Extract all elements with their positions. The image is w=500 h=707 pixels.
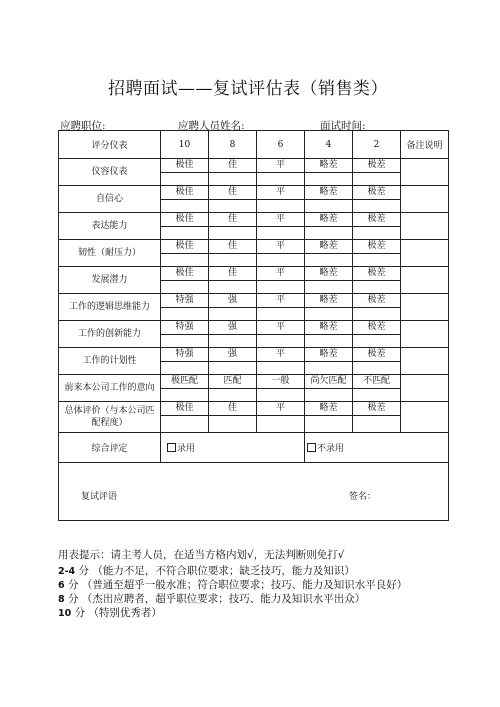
criteria-row	[59, 240, 449, 254]
remarks-cell[interactable]	[401, 348, 449, 375]
remarks-cell[interactable]	[401, 213, 449, 240]
check-cell[interactable]	[257, 254, 305, 267]
level-label: 佳	[209, 402, 257, 416]
score-note: 8 分 （杰出应聘者，超乎职位要求；技巧、能力及知识水平出众）	[58, 593, 366, 605]
header-score: 8	[209, 131, 257, 159]
check-cell[interactable]	[257, 227, 305, 240]
header-score: 4	[305, 131, 353, 159]
remarks-cell[interactable]	[401, 294, 449, 321]
criteria-label: 总体评价（与本公司匹配程度）	[59, 402, 161, 433]
form-title: 招聘面试——复试评估表（销售类）	[108, 79, 388, 99]
level-label: 平	[257, 402, 305, 416]
check-cell[interactable]	[161, 389, 209, 402]
level-label: 尚欠匹配	[305, 375, 353, 389]
level-label: 强	[209, 321, 257, 335]
check-cell[interactable]	[209, 281, 257, 294]
level-label: 略差	[305, 267, 353, 281]
check-cell[interactable]	[161, 200, 209, 213]
hire-label: 录用	[177, 444, 196, 454]
check-cell[interactable]	[305, 416, 353, 433]
level-label: 略差	[305, 240, 353, 254]
level-label: 平	[257, 213, 305, 227]
level-label: 略差	[305, 294, 353, 308]
check-cell[interactable]	[353, 254, 401, 267]
check-cell[interactable]	[161, 173, 209, 186]
remarks-cell[interactable]	[401, 240, 449, 267]
level-label: 极差	[353, 213, 401, 227]
level-label: 极佳	[161, 186, 209, 200]
level-label: 平	[257, 321, 305, 335]
level-label: 极差	[353, 294, 401, 308]
check-cell[interactable]	[209, 416, 257, 433]
score-note: 6 分 （普通至超乎一般水准；符合职位要求；技巧、能力及知识水平良好）	[58, 579, 408, 591]
criteria-row	[59, 213, 449, 227]
level-label: 平	[257, 159, 305, 173]
evaluation-table	[58, 130, 449, 521]
usage-note: 用表提示：请主考人员，在适当方格内划√，无法判断则免打√	[58, 549, 345, 561]
level-label: 极差	[353, 321, 401, 335]
check-cell[interactable]	[257, 200, 305, 213]
check-cell[interactable]	[209, 254, 257, 267]
header-remarks: 备注说明	[401, 131, 449, 159]
level-label: 平	[257, 240, 305, 254]
check-cell[interactable]	[257, 173, 305, 186]
check-cell[interactable]	[353, 308, 401, 321]
comment-label: 复试评语	[81, 492, 118, 502]
check-cell[interactable]	[161, 335, 209, 348]
check-cell[interactable]	[209, 389, 257, 402]
check-cell[interactable]	[257, 308, 305, 321]
level-label: 特强	[161, 348, 209, 362]
check-cell[interactable]	[161, 254, 209, 267]
check-cell[interactable]	[209, 227, 257, 240]
table-header-row	[59, 131, 449, 159]
hire-option[interactable]	[161, 433, 305, 463]
check-cell[interactable]	[161, 281, 209, 294]
criteria-row	[59, 267, 449, 281]
check-cell[interactable]	[353, 416, 401, 433]
check-cell[interactable]	[209, 335, 257, 348]
check-cell[interactable]	[353, 173, 401, 186]
check-cell[interactable]	[353, 227, 401, 240]
reject-label: 不录用	[317, 444, 345, 454]
check-cell[interactable]	[209, 362, 257, 375]
level-label: 极差	[353, 402, 401, 416]
check-cell[interactable]	[257, 416, 305, 433]
check-cell[interactable]	[161, 308, 209, 321]
check-cell[interactable]	[161, 416, 209, 433]
score-note: 10 分 （特别优秀者）	[58, 607, 162, 619]
criteria-row	[59, 402, 449, 416]
level-label: 极差	[353, 159, 401, 173]
level-label: 极佳	[161, 240, 209, 254]
level-label: 极差	[353, 267, 401, 281]
header-score: 2	[353, 131, 401, 159]
criteria-label: 工作的创新能力	[59, 321, 161, 348]
level-label: 略差	[305, 186, 353, 200]
level-label: 佳	[209, 213, 257, 227]
level-label: 极匹配	[161, 375, 209, 389]
level-label: 极佳	[161, 402, 209, 416]
reject-checkbox[interactable]	[307, 443, 316, 452]
criteria-label: 自信心	[59, 186, 161, 213]
check-cell[interactable]	[305, 389, 353, 402]
position-label: 应聘职位:	[60, 120, 106, 132]
reject-option[interactable]	[305, 433, 449, 463]
level-label: 极佳	[161, 213, 209, 227]
criteria-label: 表达能力	[59, 213, 161, 240]
remarks-cell[interactable]	[401, 321, 449, 348]
level-label: 极佳	[161, 159, 209, 173]
remarks-cell[interactable]	[401, 375, 449, 402]
criteria-label: 工作的计划性	[59, 348, 161, 375]
level-label: 略差	[305, 402, 353, 416]
check-cell[interactable]	[161, 227, 209, 240]
check-cell[interactable]	[353, 362, 401, 375]
criteria-label: 前来本公司工作的意向	[59, 375, 161, 402]
criteria-label: 工作的逻辑思维能力	[59, 294, 161, 321]
level-label: 佳	[209, 267, 257, 281]
criteria-row	[59, 186, 449, 200]
level-label: 平	[257, 294, 305, 308]
check-cell[interactable]	[353, 389, 401, 402]
level-label: 略差	[305, 348, 353, 362]
criteria-row	[59, 159, 449, 173]
check-cell[interactable]	[257, 335, 305, 348]
check-cell[interactable]	[353, 200, 401, 213]
check-cell[interactable]	[257, 389, 305, 402]
check-cell[interactable]	[209, 200, 257, 213]
check-cell[interactable]	[305, 362, 353, 375]
signature-label: 签名：	[349, 492, 377, 502]
level-label: 佳	[209, 240, 257, 254]
criteria-row	[59, 294, 449, 308]
level-label: 强	[209, 294, 257, 308]
level-label: 不匹配	[353, 375, 401, 389]
comment-cell[interactable]	[59, 463, 449, 521]
check-cell[interactable]	[305, 173, 353, 186]
check-cell[interactable]	[209, 308, 257, 321]
remarks-cell[interactable]	[401, 186, 449, 213]
check-cell[interactable]	[305, 281, 353, 294]
level-label: 略差	[305, 321, 353, 335]
remarks-cell[interactable]	[401, 267, 449, 294]
remarks-cell[interactable]	[401, 402, 449, 433]
level-label: 特强	[161, 321, 209, 335]
check-cell[interactable]	[305, 227, 353, 240]
check-cell[interactable]	[353, 335, 401, 348]
level-label: 一般	[257, 375, 305, 389]
header-item: 评分仪表	[59, 131, 161, 159]
check-cell[interactable]	[209, 173, 257, 186]
level-label: 平	[257, 267, 305, 281]
criteria-row	[59, 321, 449, 335]
criteria-row	[59, 375, 449, 389]
level-label: 略差	[305, 159, 353, 173]
level-label: 略差	[305, 213, 353, 227]
overall-row	[59, 433, 449, 463]
criteria-row	[59, 348, 449, 362]
level-label: 极差	[353, 240, 401, 254]
check-cell[interactable]	[305, 335, 353, 348]
hire-checkbox[interactable]	[167, 443, 176, 452]
level-label: 极差	[353, 348, 401, 362]
level-label: 极差	[353, 186, 401, 200]
candidate-name-label: 应聘人员姓名:	[178, 120, 245, 132]
check-cell[interactable]	[305, 254, 353, 267]
level-label: 平	[257, 186, 305, 200]
remarks-cell[interactable]	[401, 159, 449, 186]
check-cell[interactable]	[161, 362, 209, 375]
overall-label: 综合评定	[59, 433, 161, 463]
interview-time-label: 面试时间:	[320, 120, 366, 132]
check-cell[interactable]	[353, 281, 401, 294]
check-cell[interactable]	[257, 281, 305, 294]
header-score: 10	[161, 131, 209, 159]
level-label: 特强	[161, 294, 209, 308]
check-cell[interactable]	[305, 308, 353, 321]
criteria-label: 发展潜力	[59, 267, 161, 294]
check-cell[interactable]	[257, 362, 305, 375]
header-score: 6	[257, 131, 305, 159]
level-label: 匹配	[209, 375, 257, 389]
level-label: 佳	[209, 186, 257, 200]
level-label: 强	[209, 348, 257, 362]
score-note: 2-4 分 （能力不足，不符合职位要求；缺乏技巧，能力及知识）	[58, 565, 355, 577]
level-label: 平	[257, 348, 305, 362]
level-label: 佳	[209, 159, 257, 173]
level-label: 极佳	[161, 267, 209, 281]
criteria-label: 仪容仪表	[59, 159, 161, 186]
check-cell[interactable]	[305, 200, 353, 213]
criteria-label: 韧性（耐压力）	[59, 240, 161, 267]
comment-row	[59, 463, 449, 521]
criteria-rows	[59, 159, 449, 433]
